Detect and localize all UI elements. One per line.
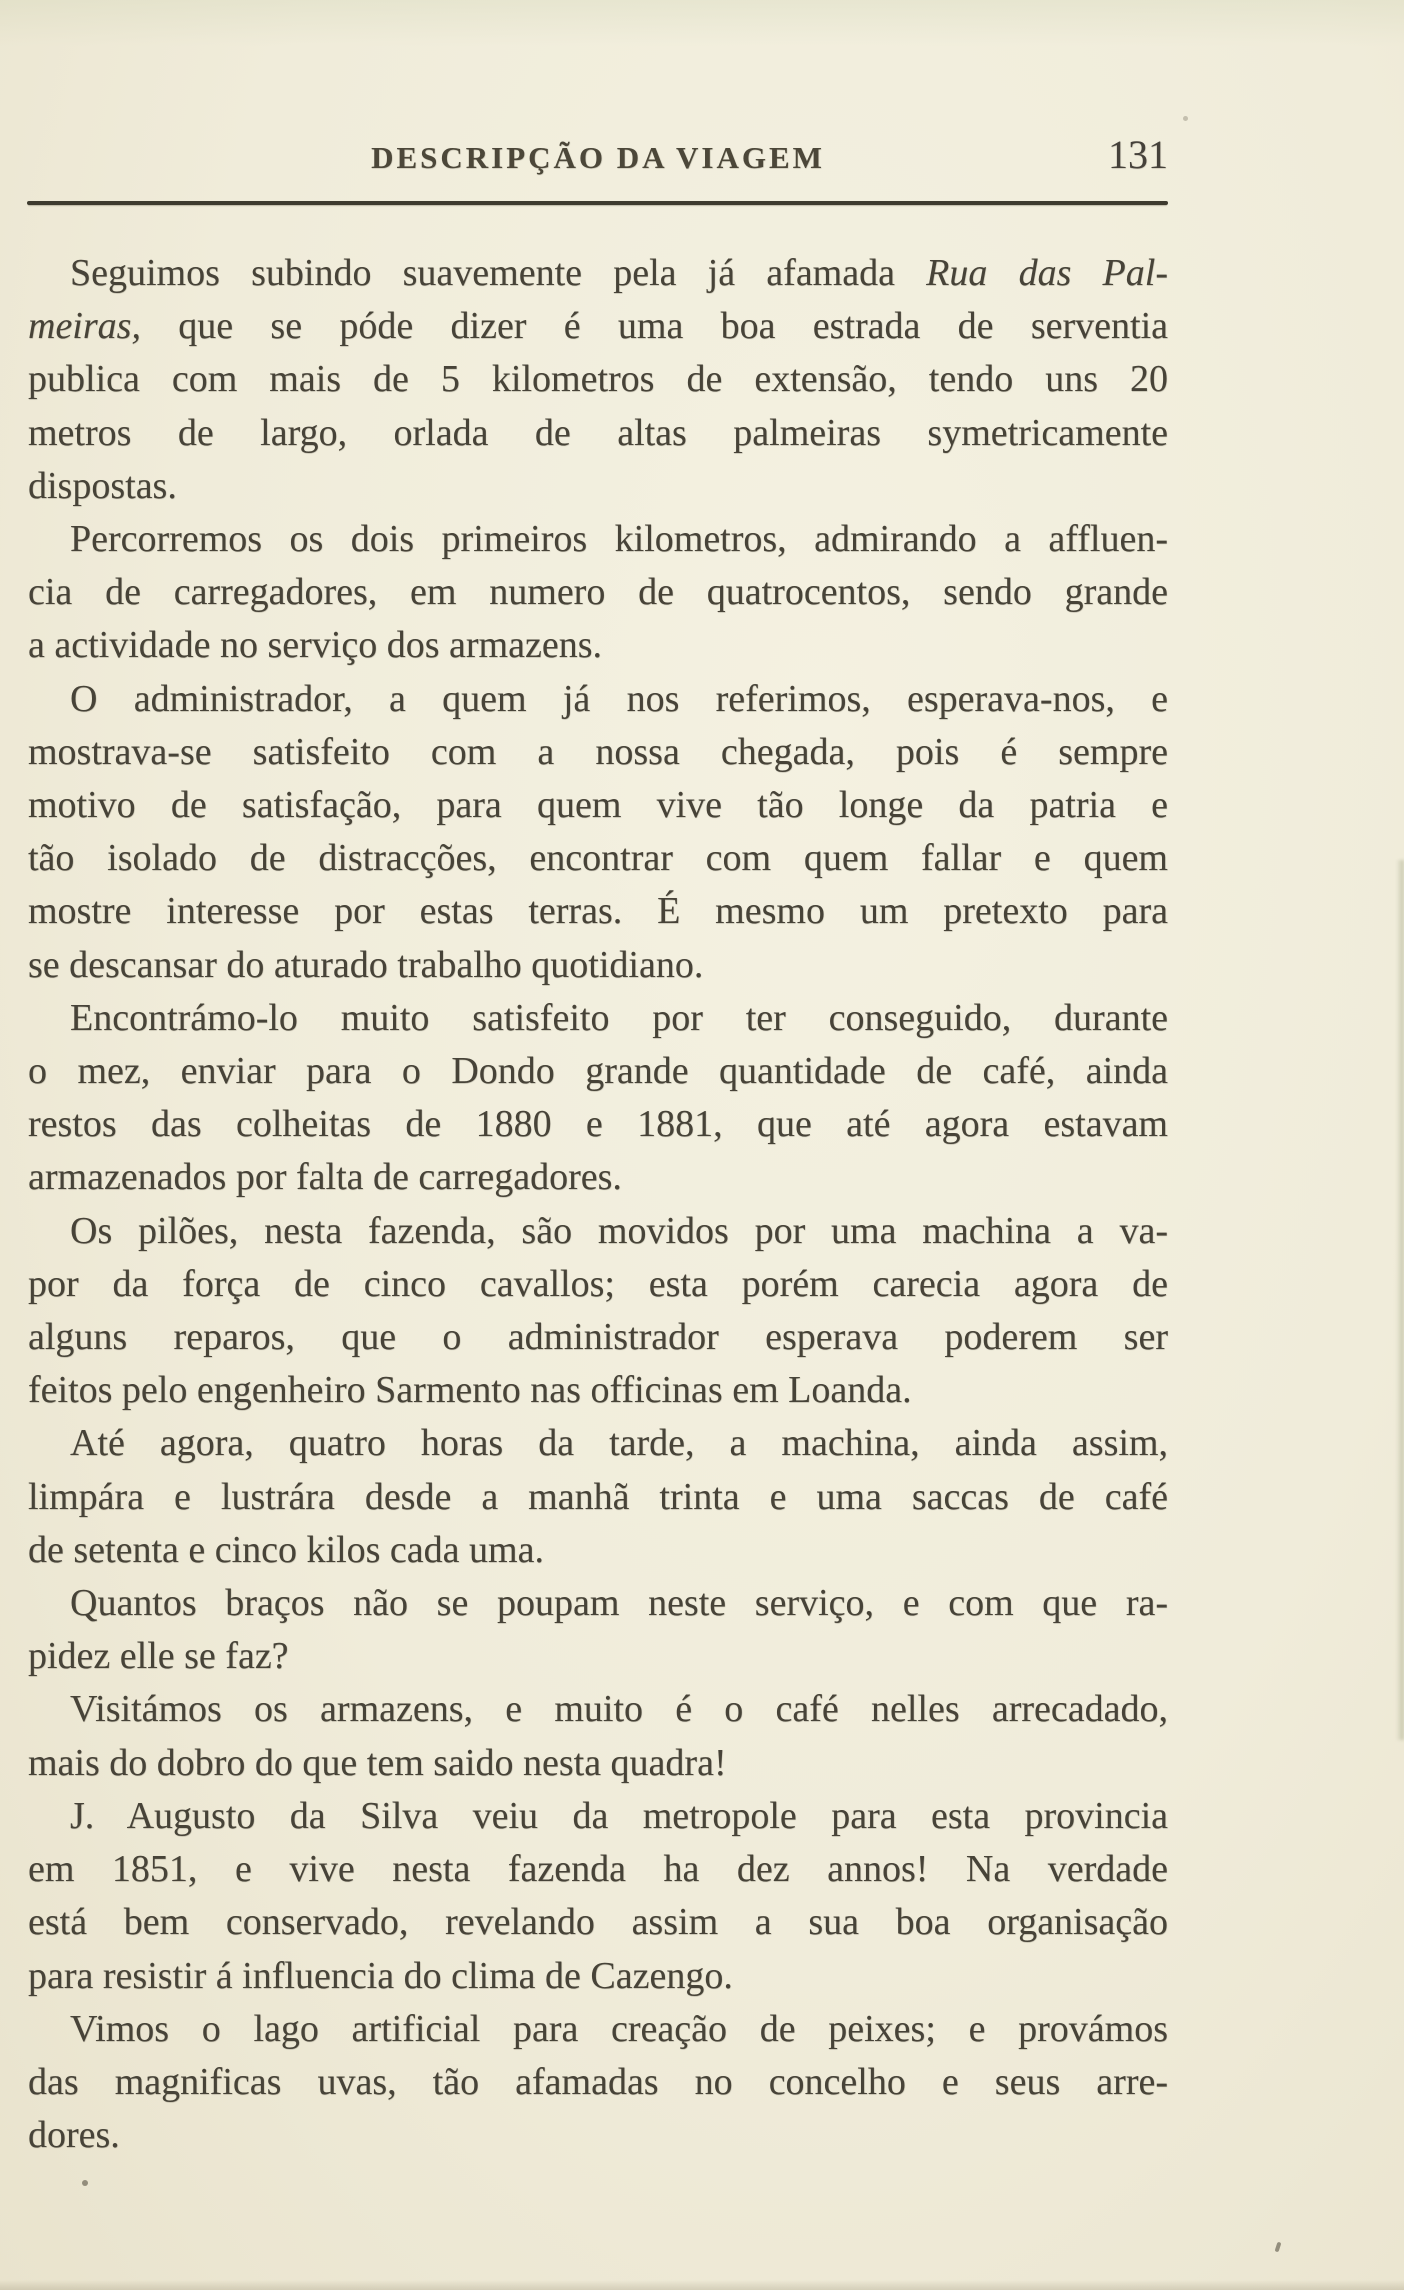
text-line: Quantos braços não se poupam neste serviço, e com que ra- [70, 1582, 1168, 1625]
text-line: por da força de cinco cavallos; esta porém carecia agora de [28, 1262, 1168, 1305]
text-line: armazenados por falta de carregadores. [28, 1156, 622, 1199]
text-line: dores. [28, 2114, 120, 2157]
text-line: tão isolado de distracções, encontrar com quem fallar e quem [28, 837, 1168, 880]
text-line: a actividade no serviço dos armazens. [28, 624, 602, 667]
page-edge-shading-bottom [0, 2280, 1404, 2290]
paragraph [28, 247, 1168, 513]
header-rule [27, 201, 1168, 205]
text-line: Visitámos os armazens, e muito é o café nelles arrecadado, [70, 1688, 1168, 1731]
text-line: para resistir á influencia do clima de Cazengo. [28, 1954, 733, 1997]
text-line: em 1851, e vive nesta fazenda ha dez annos! Na verdade [28, 1848, 1168, 1891]
text-line: cia de carregadores, em numero de quatrocentos, sendo grande [28, 571, 1168, 614]
text-line: está bem conservado, revelando assim a sua boa organisação [28, 1901, 1168, 1944]
text-block [28, 247, 1168, 2162]
text-line: J. Augusto da Silva veiu da metropole para esta provincia [70, 1794, 1168, 1837]
text-line: Vimos o lago artificial para creação de peixes; e provámos [70, 2007, 1168, 2050]
paragraph [28, 513, 1168, 673]
text-line [28, 300, 1168, 353]
text-line: limpára e lustrára desde a manhã trinta e uma saccas de café [28, 1475, 1168, 1518]
text-segment: Seguimos subindo suavemente pela já afamada [70, 252, 927, 294]
text-line: das magnificas uvas, tão afamadas no concelho e seus arre- [28, 2060, 1168, 2103]
text-line: motivo de satisfação, para quem vive tão longe da patria e [28, 784, 1168, 827]
text-line: mostrava-se satisfeito com a nossa chegada, pois é sempre [28, 730, 1168, 773]
text-line: Os pilões, nesta fazenda, são movidos por uma machina a va- [70, 1209, 1168, 1252]
scan-speck [1183, 116, 1188, 121]
text-segment-italic: Rua das Pal- [926, 252, 1168, 294]
paragraph [28, 1205, 1168, 1418]
text-line: alguns reparos, que o administrador esperava poderem ser [28, 1316, 1168, 1359]
paragraph [28, 2003, 1168, 2163]
text-line: pidez elle se faz? [28, 1635, 289, 1678]
scan-speck [82, 2180, 88, 2186]
scan-speck [1275, 2242, 1282, 2253]
running-title: DESCRIPÇÃO DA VIAGEM [371, 140, 825, 175]
paragraph [28, 1683, 1168, 1789]
text-segment: que se póde dizer é uma boa estrada de serventia [140, 305, 1168, 348]
text-line: se descansar do aturado trabalho quotidiano. [28, 943, 704, 986]
text-line: Encontrámo-lo muito satisfeito por ter conseguido, durante [70, 996, 1168, 1039]
page-edge-shading-right [1396, 860, 1404, 1740]
text-line: de setenta e cinco kilos cada uma. [28, 1528, 544, 1571]
page-header [28, 132, 1168, 192]
text-line: mais do dobro do que tem saido nesta quadra! [28, 1741, 727, 1784]
page-number: 131 [1108, 132, 1168, 177]
text-line: restos das colheitas de 1880 e 1881, que até agora estavam [28, 1103, 1168, 1146]
text-segment-italic: meiras, [28, 305, 141, 348]
paragraph [28, 673, 1168, 992]
text-line: metros de largo, orlada de altas palmeiras symetricamente [28, 411, 1168, 454]
paragraph [28, 1417, 1168, 1577]
text-line: feitos pelo engenheiro Sarmento nas officinas em Loanda. [28, 1369, 912, 1412]
text-line [28, 247, 1168, 300]
paragraph [28, 1790, 1168, 2003]
text-line: mostre interesse por estas terras. É mesmo um pretexto para [28, 890, 1168, 933]
text-line: publica com mais de 5 kilometros de extensão, tendo uns 20 [28, 358, 1168, 401]
text-line: Até agora, quatro horas da tarde, a machina, ainda assim, [70, 1422, 1168, 1465]
paragraph [28, 992, 1168, 1205]
paragraph [28, 1577, 1168, 1683]
text-line: Percorremos os dois primeiros kilometros, admirando a affluen- [70, 518, 1168, 561]
text-line: O administrador, a quem já nos referimos, esperava-nos, e [70, 677, 1168, 720]
text-line: dispostas. [28, 464, 177, 507]
text-line: o mez, enviar para o Dondo grande quantidade de café, ainda [28, 1050, 1168, 1093]
